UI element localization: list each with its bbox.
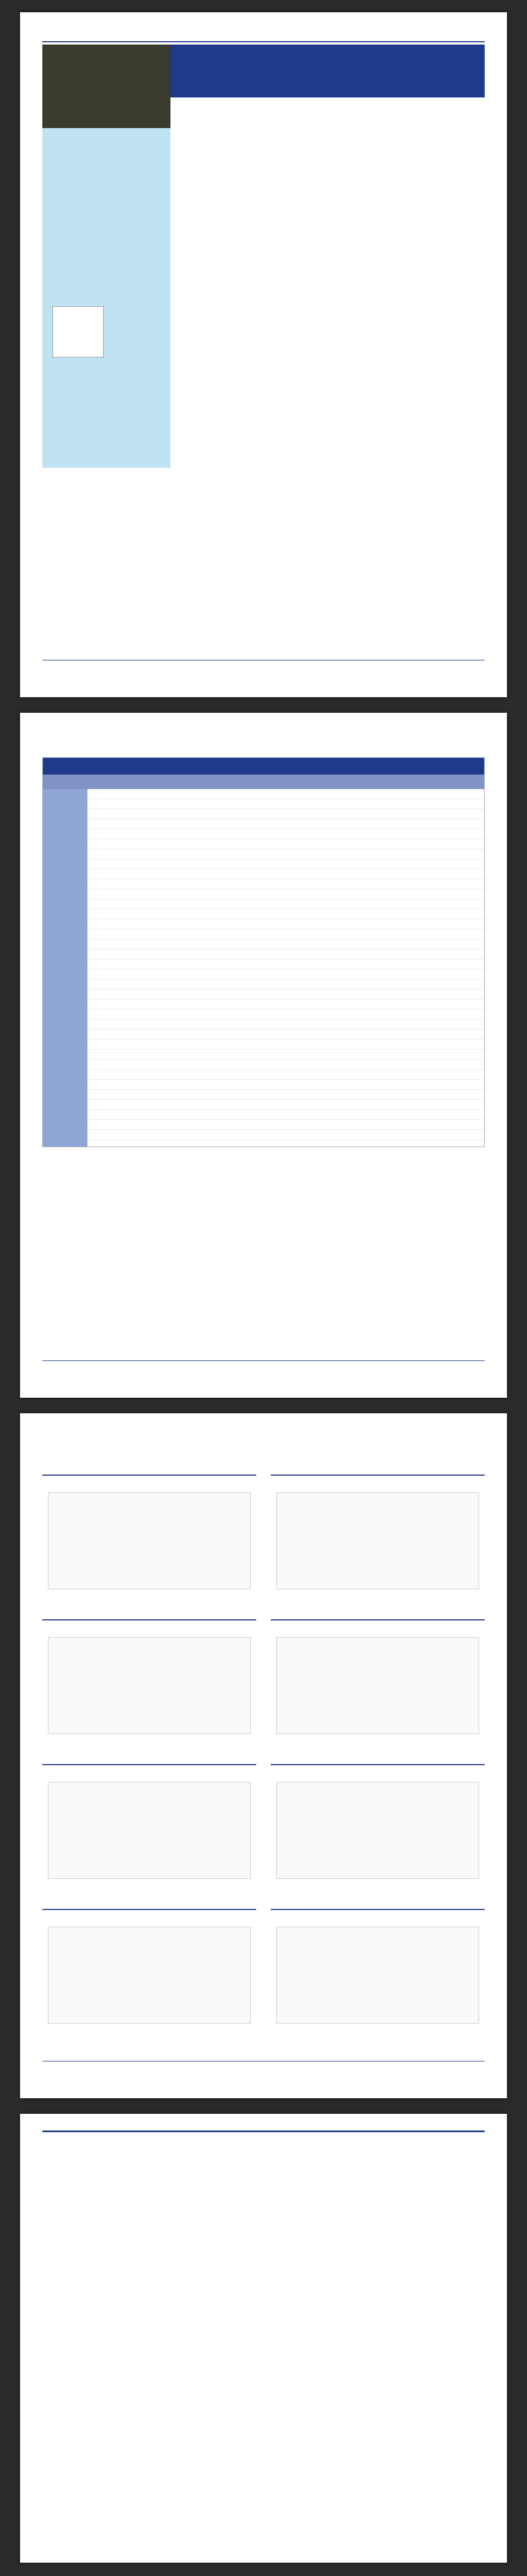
chart-panel	[271, 1909, 485, 2037]
chart-title	[271, 1910, 485, 1914]
report-page-1	[20, 12, 507, 697]
chart-panel	[42, 1619, 256, 1747]
chart-plot-area	[48, 1637, 251, 1734]
chart-title	[271, 1620, 485, 1625]
chart-panel	[271, 1475, 485, 1603]
table-side-labels	[43, 789, 87, 1147]
page-footer	[42, 1360, 485, 1364]
chart-panel	[42, 1764, 256, 1892]
table-header	[43, 758, 484, 775]
disclaimer-rule	[42, 2131, 485, 2132]
chart-plot-area	[276, 1492, 479, 1589]
title-banner	[170, 45, 485, 97]
chart-plot-area	[276, 1927, 479, 2024]
chart-title	[42, 1620, 256, 1625]
chart-plot-area	[276, 1637, 479, 1734]
report-page-3	[20, 1413, 507, 2098]
table-body	[87, 789, 484, 1147]
report-page-2	[20, 713, 507, 1398]
table-subheader	[43, 775, 484, 789]
chart-plot-area	[48, 1782, 251, 1879]
chart-panel	[42, 1475, 256, 1603]
left-column	[42, 45, 170, 468]
chart-plot-area	[48, 1927, 251, 2024]
data-table	[42, 757, 485, 1147]
chart-title	[42, 1765, 256, 1770]
chart-plot-area	[48, 1492, 251, 1589]
page-footer	[42, 2061, 485, 2065]
report-page-4	[20, 2114, 507, 2563]
qr-code	[52, 306, 104, 357]
chart-title	[271, 1765, 485, 1770]
header-rule	[42, 41, 485, 42]
chart-panel	[42, 1909, 256, 2037]
cover-photo	[42, 45, 170, 128]
chart-panel	[271, 1764, 485, 1892]
chart-title	[271, 1476, 485, 1480]
chart-title	[42, 1910, 256, 1914]
chart-plot-area	[276, 1782, 479, 1879]
chart-panel	[271, 1619, 485, 1747]
page-footer	[42, 660, 485, 664]
chart-title	[42, 1476, 256, 1480]
